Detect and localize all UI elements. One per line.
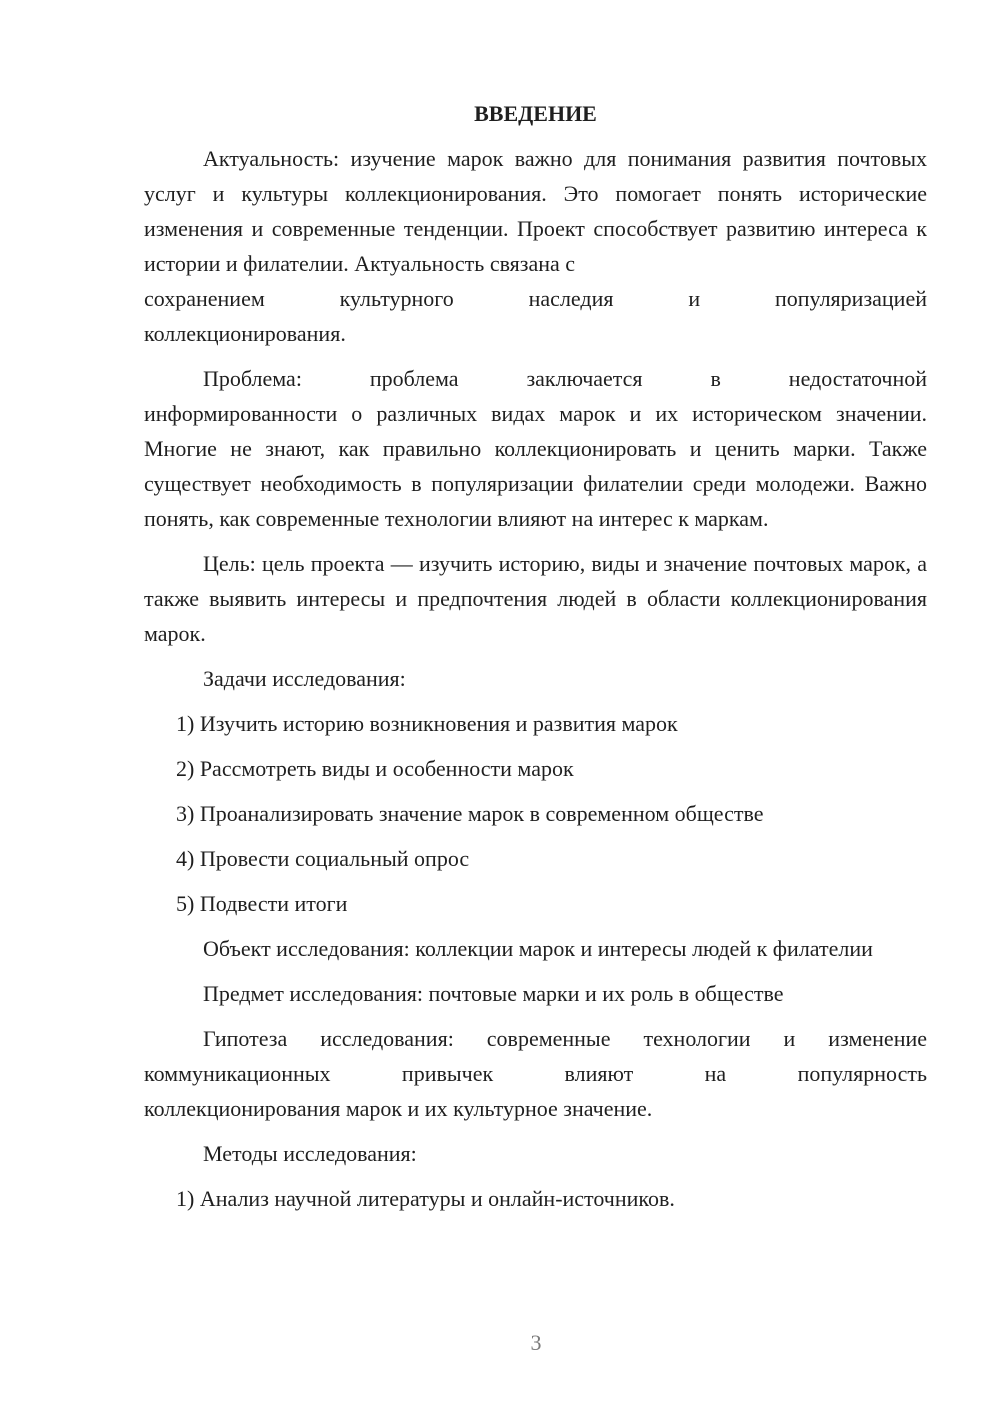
subject-paragraph: Предмет исследования: почтовые марки и их роль в обществе (203, 981, 784, 1006)
methods-label: Методы исследования: (203, 1141, 417, 1166)
method-item: 1) Анализ научной литературы и онлайн-источников. (176, 1186, 675, 1211)
task-item: 2) Рассмотреть виды и особенности марок (176, 756, 574, 781)
section-heading: ВВЕДЕНИЕ (474, 101, 597, 126)
hypothesis-justified-line: коммуникационных привычек влияют на популярность (144, 1061, 927, 1086)
task-item: 3) Проанализировать значение марок в современном обществе (176, 801, 764, 826)
hypothesis-end: коллекционирования марок и их культурное значение. (144, 1096, 653, 1121)
task-item: 4) Провести социальный опрос (176, 846, 470, 871)
relevance-end: коллекционирования. (144, 321, 346, 346)
relevance-paragraph (144, 141, 927, 351)
task-item: 1) Изучить историю возникновения и развития марок (176, 711, 678, 736)
problem-text: информированности о различных видах марок и их историческом значении. Многие не знают, как правильно коллекционировать и ценить марки. Также существует необходимость в популяризации филателии среди молодежи. Важно понять, как современные технологии влияют на интерес к маркам. (144, 401, 927, 531)
hypothesis-first-line: Гипотеза исследования: современные технологии и изменение (203, 1026, 927, 1051)
goal-paragraph: Цель: цель проекта — изучить историю, виды и значение почтовых марок, а также выявить интересы и предпочтения людей в области коллекционирования марок. (144, 551, 927, 646)
problem-first-line: Проблема: проблема заключается в недостаточной (203, 366, 927, 391)
task-item: 5) Подвести итоги (176, 891, 348, 916)
page-number: 3 (530, 1330, 542, 1355)
document-body (144, 96, 927, 1226)
hypothesis-paragraph (144, 1021, 927, 1126)
relevance-justified-line: сохранением культурного наследия и популяризацией (144, 286, 927, 311)
object-paragraph: Объект исследования: коллекции марок и интересы людей к филателии (203, 936, 873, 961)
problem-paragraph (144, 361, 927, 536)
relevance-text: Актуальность: изучение марок важно для понимания развития почтовых услуг и культуры коллекционирования. Это помогает понять исторические изменения и современные тенденции. Проект способствует развитию интереса к истории и филателии. Актуальность связана с (144, 146, 927, 276)
tasks-label: Задачи исследования: (203, 666, 406, 691)
